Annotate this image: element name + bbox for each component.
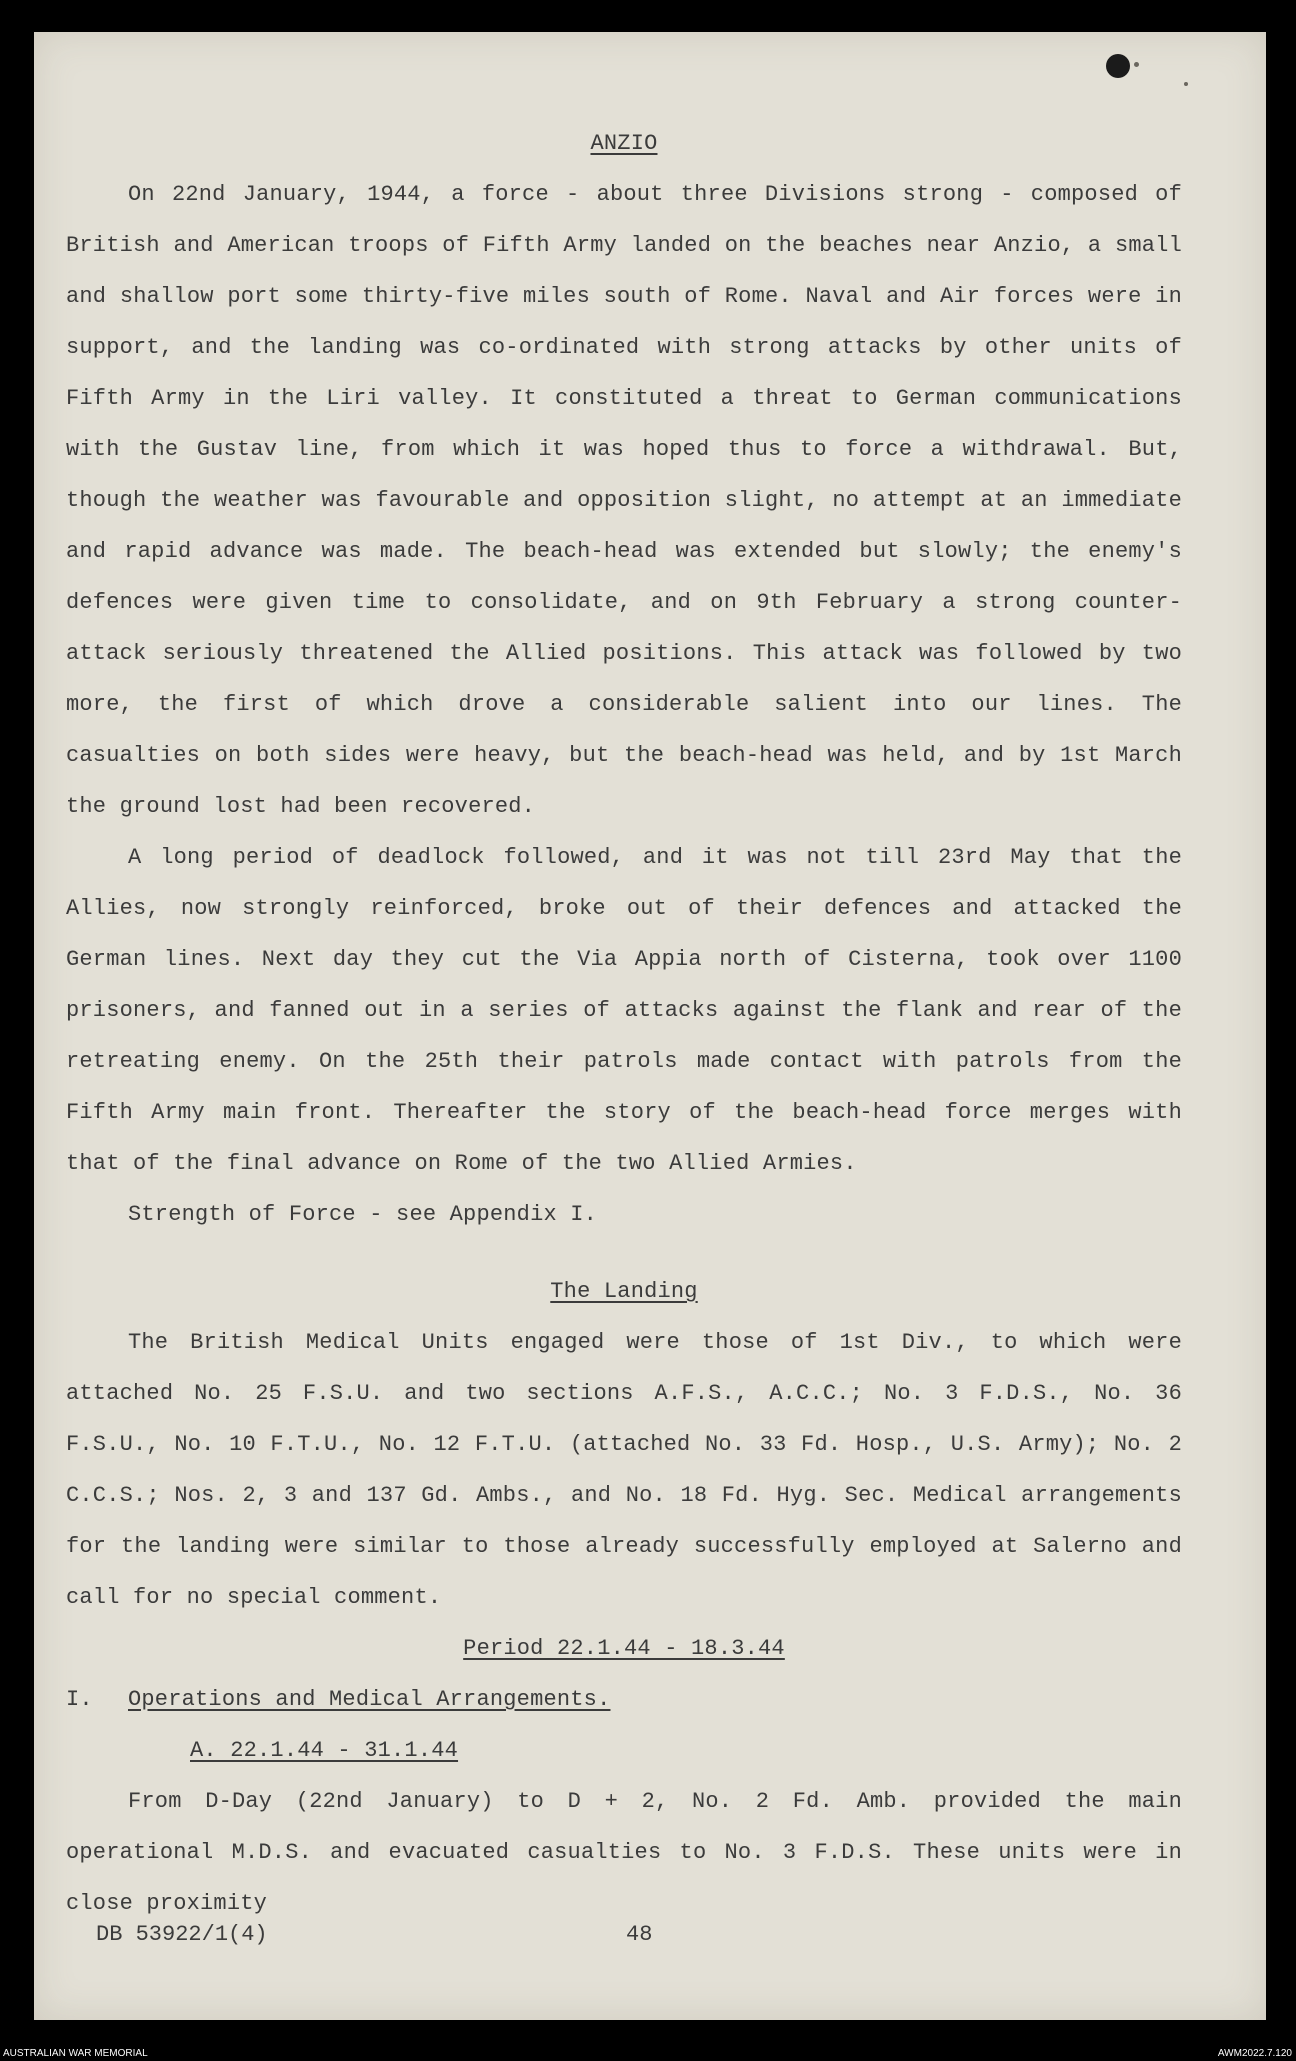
paper-speck [1184,82,1188,86]
paragraph-landing: The British Medical Units engaged were those of 1st Div., to which were attached No. 25 F.S.U. and two sections A.F.S., A.C.C.; No. 3 F.D.S., No. 36 F.S.U., No. 10 F.T.U., No. 12 F.T.U. (attached No. 33 Fd. Hosp., U.S. Army); No. 2 C.C.S.; Nos. 2, 3 and 137 Gd. Ambs., and No. 18 Fd. Hyg. Sec. Medical arrangements for the landing were similar to those already successfully employed at Salerno and call for no special comment. [66,1330,1182,1610]
spacer [66,1240,1182,1266]
archive-caption-bar [0,2046,1296,2061]
paragraph-deadlock: A long period of deadlock followed, and it was not till 23rd May that the Allies, now strongly reinforced, broke out of their defences and attacked the German lines. Next day they cut the Via Appia north of Cisterna, took over 1100 prisoners, and fanned out in a series of attacks against the flank and rear of the retreating enemy. On the 25th their patrols made contact with patrols from the Fifth Army main front. Thereafter the story of the beach-head force merges with that of the final advance on Rome of the two Allied Armies. [66,845,1182,1176]
paragraph-strength: Strength of Force - see Appendix I. [128,1202,598,1227]
archive-name: AUSTRALIAN WAR MEMORIAL [3,2048,148,2059]
paragraph-intro: On 22nd January, 1944, a force - about three Divisions strong - composed of British and American troops of Fifth Army landed on the beaches near Anzio, a small and shallow port some thirty-five miles south of Rome. Naval and Air forces were in support, and the landing was co-ordinated with strong attacks by other units of Fifth Army in the Liri valley. It constituted a threat to German communications with the Gustav line, from which it was hoped thus to force a withdrawal. But, though the weather was favourable and opposition slight, no attempt at an immediate and rapid advance was made. The beach-head was extended but slowly; the enemy's defences were given time to consolidate, and on 9th February a strong counter-attack seriously threatened the Allied positions. This attack was followed by two more, the first of which drove a considerable salient into our lines. The casualties on both sides were heavy, but the beach-head was held, and by 1st March the ground lost had been recovered. [66,182,1182,819]
page-number: 48 [626,1922,653,1947]
document-title: ANZIO [590,131,658,156]
landing-heading: The Landing [550,1279,698,1304]
paragraph-d-day: From D-Day (22nd January) to D + 2, No. 2 Fd. Amb. provided the main operational M.D.S. and evacuated casualties to No. 3 F.D.S. These units were in close proximity [66,1789,1182,1916]
document-body [66,118,1182,1929]
period-heading: Period 22.1.44 - 18.3.44 [463,1636,785,1661]
document-reference: DB 53922/1(4) [96,1922,268,1947]
section-number: I. [66,1687,93,1712]
section-title: Operations and Medical Arrangements. [128,1687,611,1712]
archive-reference: AWM2022.7.120 [1217,2048,1292,2059]
page-footer [96,1922,1212,1962]
paper-speck [1134,62,1139,67]
punch-hole [1106,54,1130,78]
subsection-heading: A. 22.1.44 - 31.1.44 [190,1738,459,1763]
section-heading [66,1674,1182,1725]
